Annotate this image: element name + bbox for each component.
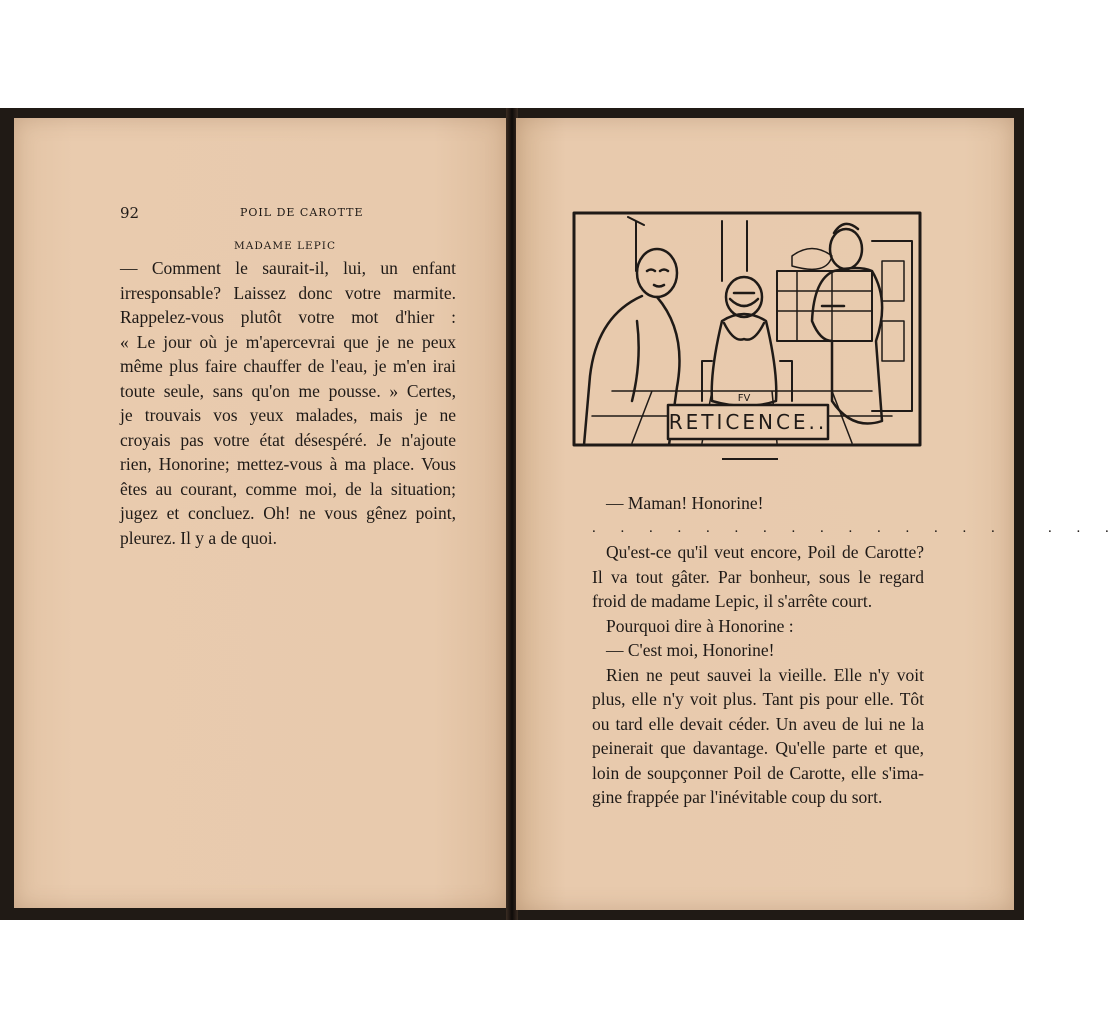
left-body-text <box>120 256 456 550</box>
page-number: 92 <box>120 204 140 222</box>
text-line: irresponsable? Laissez donc votre marmite. <box>120 282 456 303</box>
text-line: même plus faire chauffer de l'eau, je m'en irai <box>120 356 456 376</box>
text-line: êtes au courant, comme moi, de la situation; <box>120 478 456 499</box>
text-line: toute seule, sans qu'on me pousse. » Certes, <box>120 380 456 401</box>
text-line: — Maman! Honorine! <box>606 493 764 513</box>
text-line: loin de soupçonner Poil de Carotte, elle s'ima- <box>592 762 924 783</box>
text-line: je trouvais vos yeux malades, mais je ne <box>120 405 456 425</box>
text-line: « Le jour où je m'apercevrai que je ne peux <box>120 331 456 352</box>
section-heading: MADAME LEPIC <box>234 240 336 252</box>
boy-head <box>637 249 677 297</box>
illustration-caption: RETICENCE.. <box>668 410 828 434</box>
old-woman-head <box>726 277 762 317</box>
text-line: Rien ne peut sauvei la vieille. Elle n'y voit <box>606 664 924 685</box>
text-line: — Comment le saurait-il, lui, un enfant <box>120 258 456 278</box>
running-head <box>120 204 450 224</box>
separator-rule <box>722 458 778 460</box>
text-line: rien, Honorine; mettez-vous à ma place. Vous <box>120 454 456 474</box>
text-line: Pourquoi dire à Honorine : <box>606 615 794 636</box>
ellipsis-line: . . . . . . . . . . . . . . . . . . . <box>592 519 1119 536</box>
text-line: peinerait que davantage. Qu'elle parte et que, <box>592 738 924 758</box>
text-line: croyais pas votre état désespéré. Je n'ajoute <box>120 429 456 450</box>
text-line: froid de madame Lepic, il s'arrête court. <box>592 591 873 611</box>
left-page <box>14 118 508 908</box>
text-line: Qu'est-ce qu'il veut encore, Poil de Carotte? <box>606 542 924 562</box>
text-line: gine frappée par l'inévitable coup du sort. <box>592 787 883 807</box>
text-line: Rappelez-vous plutôt votre mot d'hier : <box>120 307 456 327</box>
right-page <box>516 118 1119 910</box>
running-title: POIL DE CAROTTE <box>240 206 364 219</box>
mother-head <box>830 229 862 269</box>
text-line: Il va tout gâter. Par bonheur, sous le regard <box>592 566 924 587</box>
open-book <box>0 108 1119 920</box>
right-body-text <box>592 491 1119 810</box>
reticence-illustration <box>572 211 922 447</box>
text-line: plus, elle n'y voit plus. Tant pis pour elle. Tôt <box>592 689 924 709</box>
text-line: ou tard elle devait céder. Un aveu de lui ne la <box>592 713 924 734</box>
text-line: pleurez. Il y a de quoi. <box>120 527 277 548</box>
text-line: — C'est moi, Honorine! <box>606 640 775 660</box>
artist-monogram: FV <box>737 393 751 404</box>
text-line: jugez et concluez. Oh! ne vous gênez point, <box>120 503 456 523</box>
